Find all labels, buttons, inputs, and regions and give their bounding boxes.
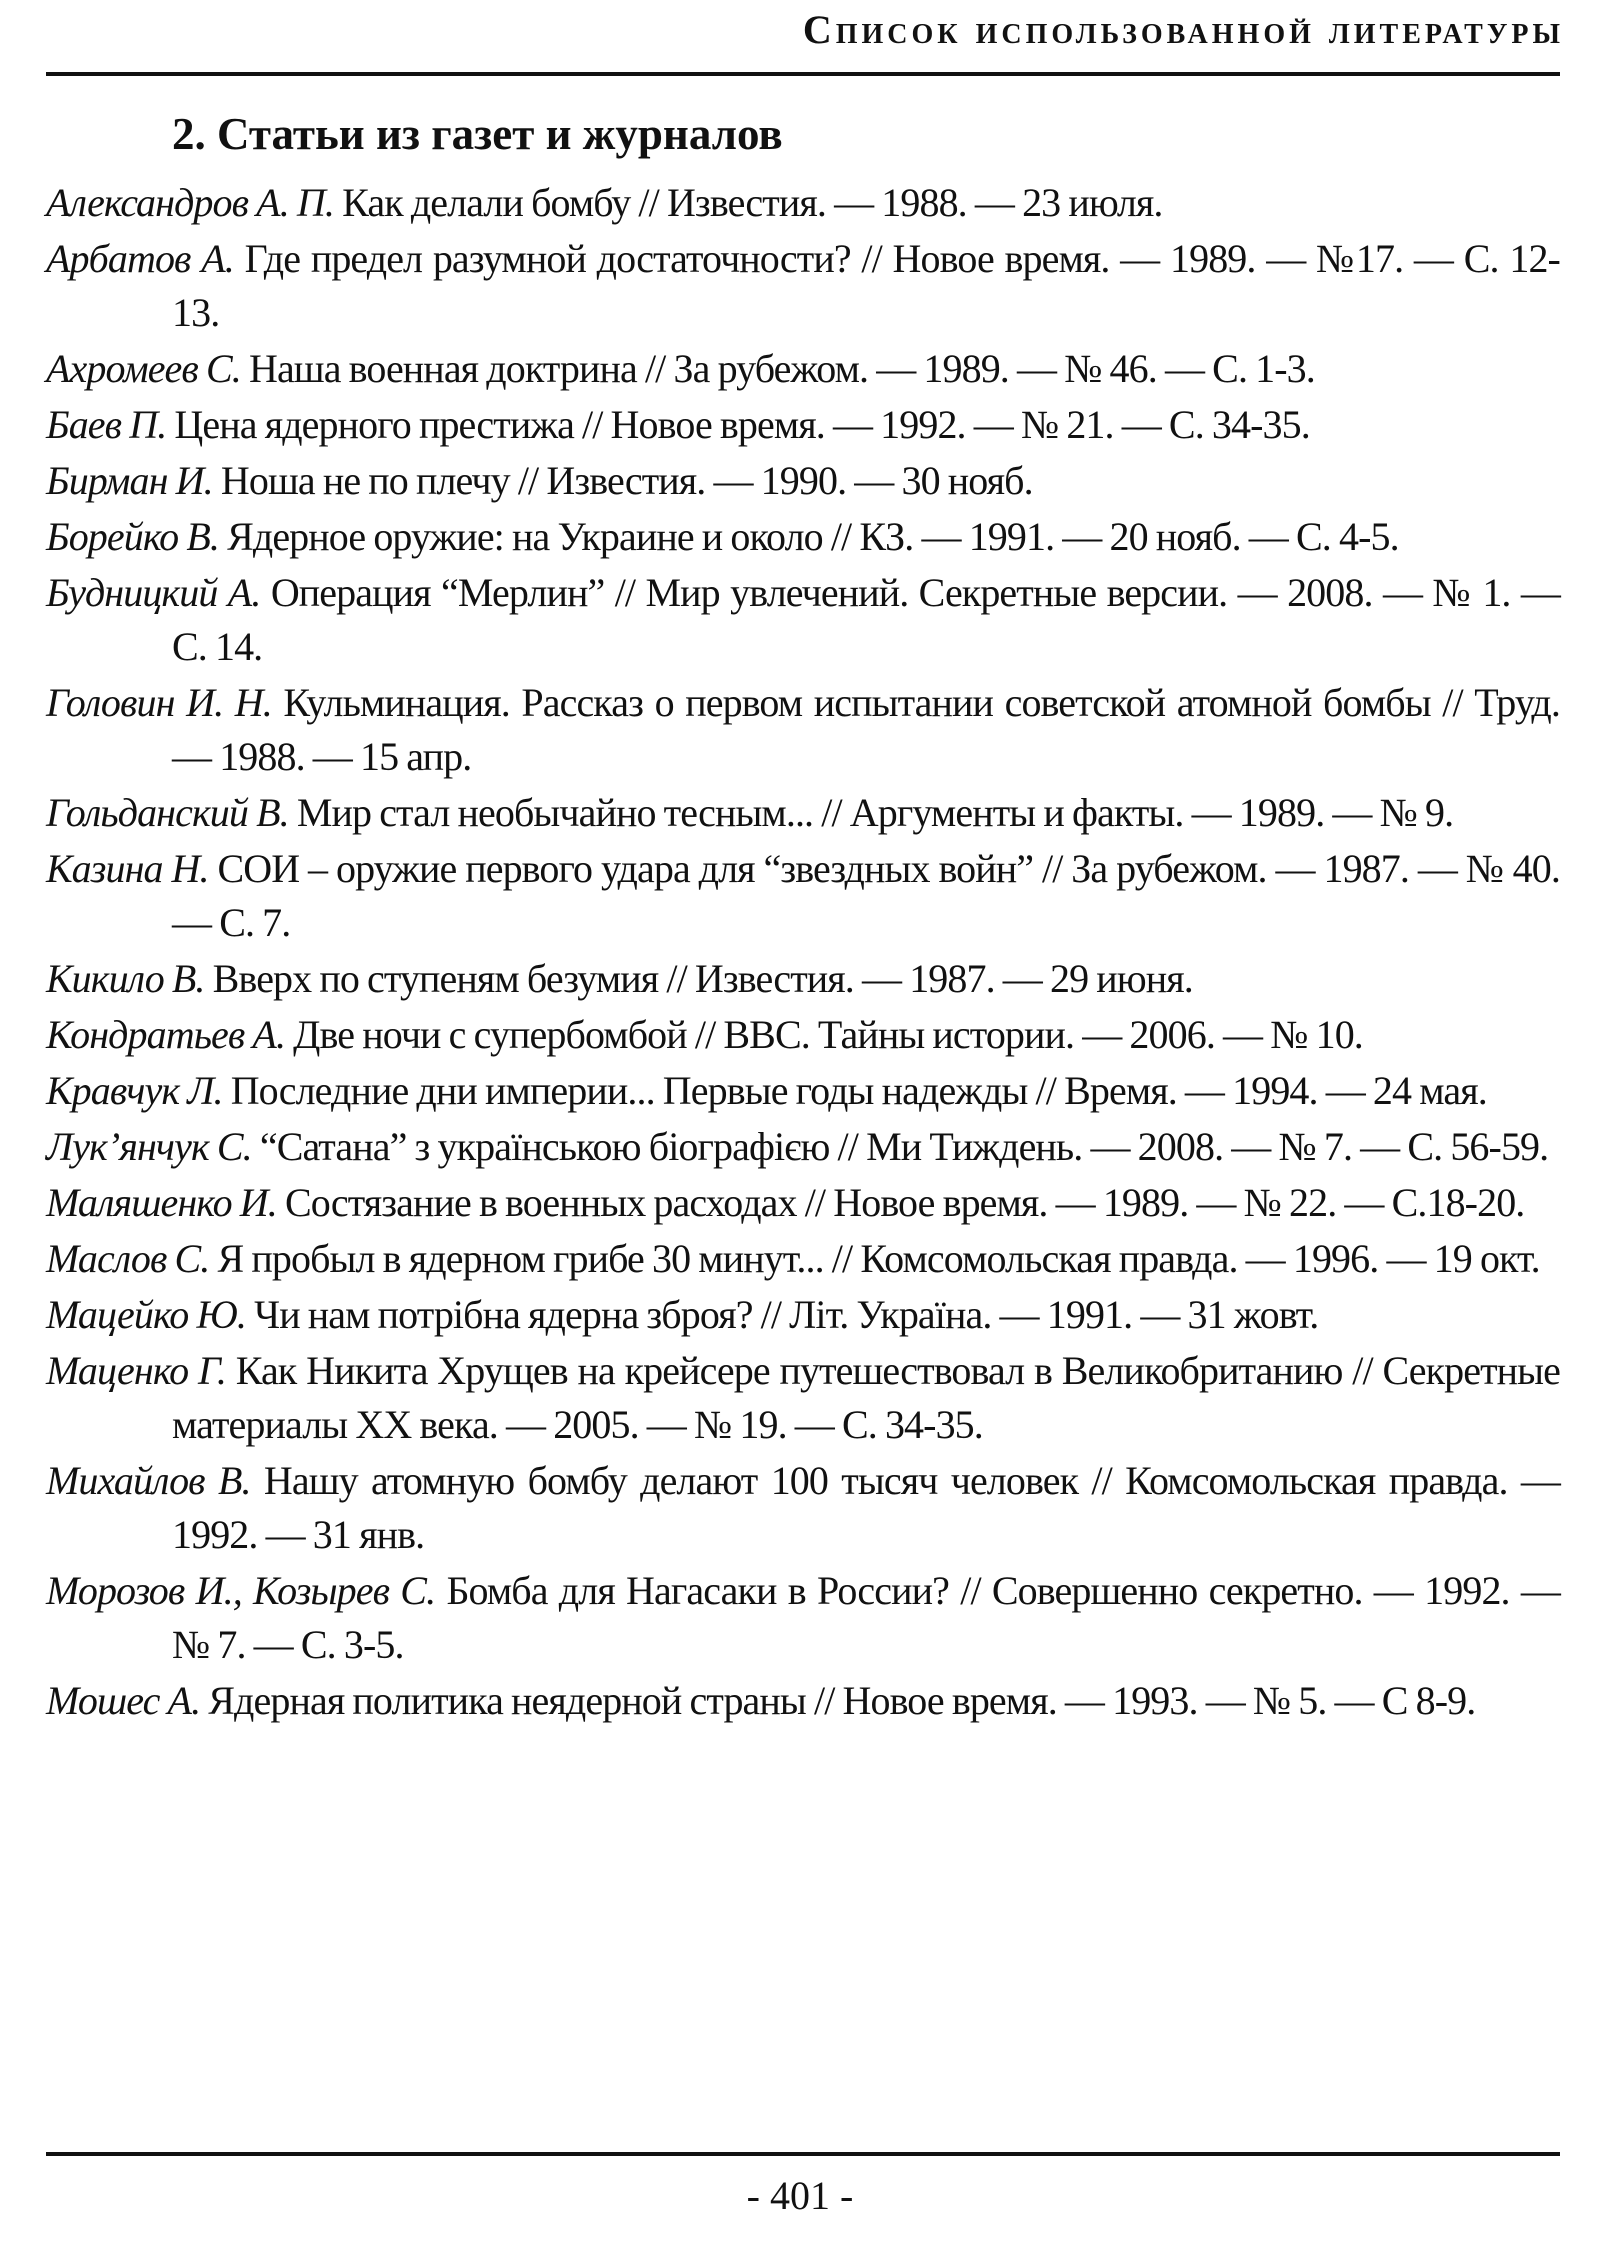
reference-author: Головин И. Н. (46, 680, 272, 725)
reference-author: Лук’янчук С. (46, 1124, 252, 1169)
reference-author: Гольданский В. (46, 790, 289, 835)
reference-author: Маляшенко И. (46, 1180, 277, 1225)
header-rule (46, 72, 1560, 76)
reference-item (46, 1454, 1560, 1562)
reference-author: Арбатов А. (46, 236, 234, 281)
reference-text: Операция “Мерлин” // Мир увлечений. Секретные версии. — 2008. — № 1. — С. 14. (172, 570, 1560, 669)
reference-item (46, 398, 1560, 452)
reference-item (46, 842, 1560, 950)
reference-text: Мир стал необычайно тесным... // Аргументы и факты. — 1989. — № 9. (296, 790, 1454, 835)
reference-item (46, 786, 1560, 840)
reference-author: Морозов И., Козырев С. (46, 1568, 436, 1613)
reference-text: Где предел разумной достаточности? // Новое время. — 1989. — №17. — С. 12-13. (172, 236, 1560, 335)
reference-text: Цена ядерного престижа // Новое время. — 1992. — № 21. — С. 34-35. (174, 402, 1310, 447)
reference-item (46, 232, 1560, 340)
page-number: - 401 - (746, 2173, 854, 2218)
reference-item (46, 510, 1560, 564)
reference-author: Кондратьев А. (46, 1012, 286, 1057)
reference-text: Кульминация. Рассказ о первом испытании советской атомной бомбы // Труд. — 1988. — 15 апр. (172, 680, 1560, 779)
reference-item (46, 1564, 1560, 1672)
reference-text: Я пробыл в ядерном грибе 30 минут... // Комсомольская правда. — 1996. — 19 окт. (217, 1236, 1540, 1281)
reference-author: Мошес А. (46, 1678, 201, 1723)
reference-text: Вверх по ступеням безумия // Известия. — 1987. — 29 июня. (212, 956, 1193, 1001)
reference-author: Будницкий А. (46, 570, 261, 615)
reference-author: Казина Н. (46, 846, 209, 891)
reference-text: Ядерное оружие: на Украине и около // КЗ. — 1991. — 20 нояб. — С. 4-5. (227, 514, 1399, 559)
reference-item (46, 176, 1560, 230)
reference-text: Ядерная политика неядерной страны // Новое время. — 1993. — № 5. — С 8-9. (208, 1678, 1476, 1723)
reference-item (46, 1120, 1560, 1174)
reference-text: Как Никита Хрущев на крейсере путешествовал в Великобританию // Секретные материалы XX века. — 2005. — № 19. — С. 34-35. (172, 1348, 1560, 1447)
reference-item (46, 1176, 1560, 1230)
reference-author: Баев П. (46, 402, 167, 447)
reference-item (46, 454, 1560, 508)
reference-item (46, 952, 1560, 1006)
reference-item (46, 676, 1560, 784)
reference-author: Маценко Г. (46, 1348, 226, 1393)
reference-text: СОИ – оружие первого удара для “звездных войн” // За рубежом. — 1987. — № 40. — С. 7. (172, 846, 1560, 945)
reference-item (46, 1344, 1560, 1452)
reference-text: “Сатана” з українською біографією // Ми Тиждень. — 2008. — № 7. — С. 56-59. (259, 1124, 1549, 1169)
reference-item (46, 566, 1560, 674)
reference-text: Последние дни империи... Первые годы надежды // Время. — 1994. — 24 мая. (230, 1068, 1487, 1113)
reference-list (46, 176, 1560, 1730)
reference-text: Бомба для Нагасаки в России? // Совершенно секретно. — 1992. — № 7. — С. 3-5. (172, 1568, 1560, 1667)
reference-author: Кравчук Л. (46, 1068, 223, 1113)
reference-author: Маслов С. (46, 1236, 210, 1281)
reference-text: Наша военная доктрина // За рубежом. — 1989. — № 46. — С. 1-3. (248, 346, 1315, 391)
reference-item (46, 342, 1560, 396)
reference-text: Нашу атомную бомбу делают 100 тысяч человек // Комсомольская правда. — 1992. — 31 янв. (172, 1458, 1560, 1557)
reference-item (46, 1008, 1560, 1062)
reference-item (46, 1064, 1560, 1118)
reference-author: Кикило В. (46, 956, 205, 1001)
reference-author: Ахромеев С. (46, 346, 241, 391)
footer-rule (46, 2152, 1560, 2156)
reference-item (46, 1232, 1560, 1286)
reference-author: Александров А. П. (46, 180, 334, 225)
running-head: Список использованной литературы (802, 7, 1564, 52)
reference-text: Две ночи с супербомбой // BBC. Тайны истории. — 2006. — № 10. (293, 1012, 1363, 1057)
reference-text: Чи нам потрібна ядерна зброя? // Літ. Україна. — 1991. — 31 жовт. (254, 1292, 1319, 1337)
reference-text: Как делали бомбу // Известия. — 1988. — 23 июля. (342, 180, 1163, 225)
reference-author: Мацейко Ю. (46, 1292, 246, 1337)
section-title: 2. Статьи из газет и журналов (172, 109, 783, 159)
reference-author: Борейко В. (46, 514, 219, 559)
reference-author: Михайлов В. (46, 1458, 251, 1503)
reference-item (46, 1288, 1560, 1342)
reference-text: Состязание в военных расходах // Новое время. — 1989. — № 22. — С.18-20. (284, 1180, 1525, 1225)
reference-item (46, 1674, 1560, 1728)
reference-author: Бирман И. (46, 458, 213, 503)
reference-text: Ноша не по плечу // Известия. — 1990. — 30 нояб. (220, 458, 1033, 503)
